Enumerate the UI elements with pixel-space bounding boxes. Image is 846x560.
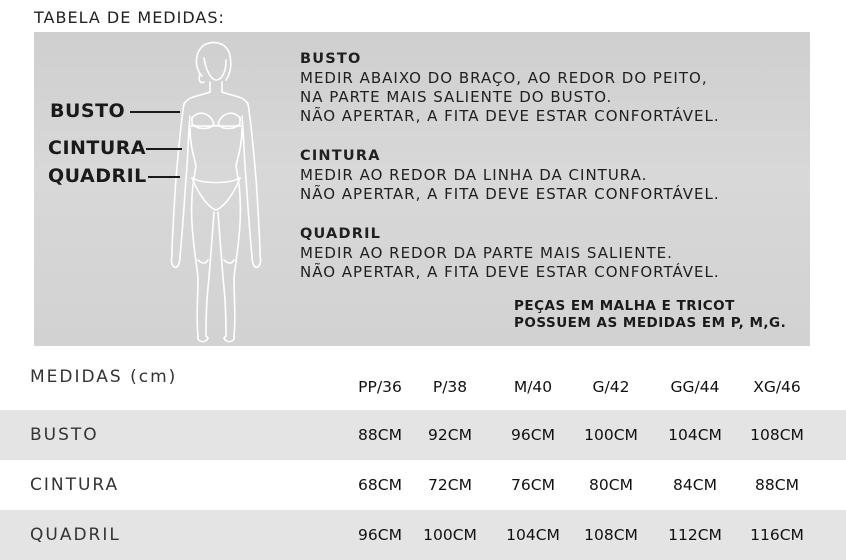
- size-header: PP/36: [358, 378, 402, 396]
- instruction-quadril: [300, 225, 720, 282]
- note-line: PEÇAS EM MALHA E TRICOT: [514, 298, 735, 314]
- quadril-pointer-line: [148, 176, 180, 178]
- table-cell: 116CM: [750, 526, 804, 544]
- instruction-line: NÃO APERTAR, A FITA DEVE ESTAR CONFORTÁVEL.: [300, 107, 720, 125]
- figure-label-busto: BUSTO: [50, 100, 126, 122]
- size-header: G/42: [592, 378, 630, 396]
- instruction-line: NÃO APERTAR, A FITA DEVE ESTAR CONFORTÁVEL.: [300, 263, 720, 281]
- table-cell: 68CM: [358, 476, 402, 494]
- header-label: MEDIDAS (cm): [30, 367, 178, 387]
- figure-label-quadril: QUADRIL: [48, 165, 147, 187]
- table-cell: 104CM: [668, 426, 722, 444]
- table-cell: 96CM: [358, 526, 402, 544]
- figure-label-cintura: CINTURA: [48, 137, 147, 159]
- table-cell: 80CM: [589, 476, 633, 494]
- knitwear-note: [514, 298, 786, 332]
- table-cell: 76CM: [511, 476, 555, 494]
- table-cell: 108CM: [584, 526, 638, 544]
- table-cell: 100CM: [423, 526, 477, 544]
- size-header: M/40: [513, 378, 553, 396]
- table-cell: 88CM: [358, 426, 402, 444]
- row-label: CINTURA: [30, 475, 120, 495]
- instruction-heading: QUADRIL: [300, 226, 382, 242]
- size-table: [0, 358, 846, 560]
- size-header: P/38: [432, 378, 468, 396]
- table-cell: 112CM: [668, 526, 722, 544]
- busto-pointer-line: [130, 111, 180, 113]
- row-label: QUADRIL: [30, 525, 121, 545]
- table-cell: 92CM: [428, 426, 472, 444]
- table-row: [0, 410, 846, 460]
- instruction-line: MEDIR AO REDOR DA PARTE MAIS SALIENTE.: [300, 244, 673, 262]
- table-cell: 84CM: [673, 476, 717, 494]
- table-cell: 108CM: [750, 426, 804, 444]
- row-label: BUSTO: [30, 425, 99, 445]
- table-row: [0, 460, 846, 510]
- table-cell: 100CM: [584, 426, 638, 444]
- note-line: POSSUEM AS MEDIDAS EM P, M,G.: [514, 315, 787, 331]
- table-cell: 104CM: [506, 526, 560, 544]
- instruction-line: MEDIR ABAIXO DO BRAÇO, AO REDOR DO PEITO,: [300, 69, 708, 87]
- cintura-pointer-line: [146, 148, 182, 150]
- measurement-guide-panel: [34, 32, 810, 346]
- instruction-heading: BUSTO: [300, 51, 362, 67]
- table-header-row: [0, 358, 846, 408]
- table-cell: 96CM: [511, 426, 555, 444]
- page-title: TABELA DE MEDIDAS:: [34, 8, 225, 27]
- table-cell: 88CM: [755, 476, 799, 494]
- instruction-heading: CINTURA: [300, 148, 381, 164]
- instruction-line: MEDIR AO REDOR DA LINHA DA CINTURA.: [300, 166, 648, 184]
- table-cell: 72CM: [428, 476, 472, 494]
- size-header: GG/44: [670, 378, 720, 396]
- instruction-line: NÃO APERTAR, A FITA DEVE ESTAR CONFORTÁVEL.: [300, 185, 720, 203]
- instruction-line: NA PARTE MAIS SALIENTE DO BUSTO.: [300, 88, 613, 106]
- instruction-cintura: [300, 147, 720, 204]
- size-header: XG/46: [753, 378, 801, 396]
- body-silhouette-icon: [160, 38, 270, 344]
- instruction-busto: [300, 50, 720, 126]
- table-row: [0, 510, 846, 560]
